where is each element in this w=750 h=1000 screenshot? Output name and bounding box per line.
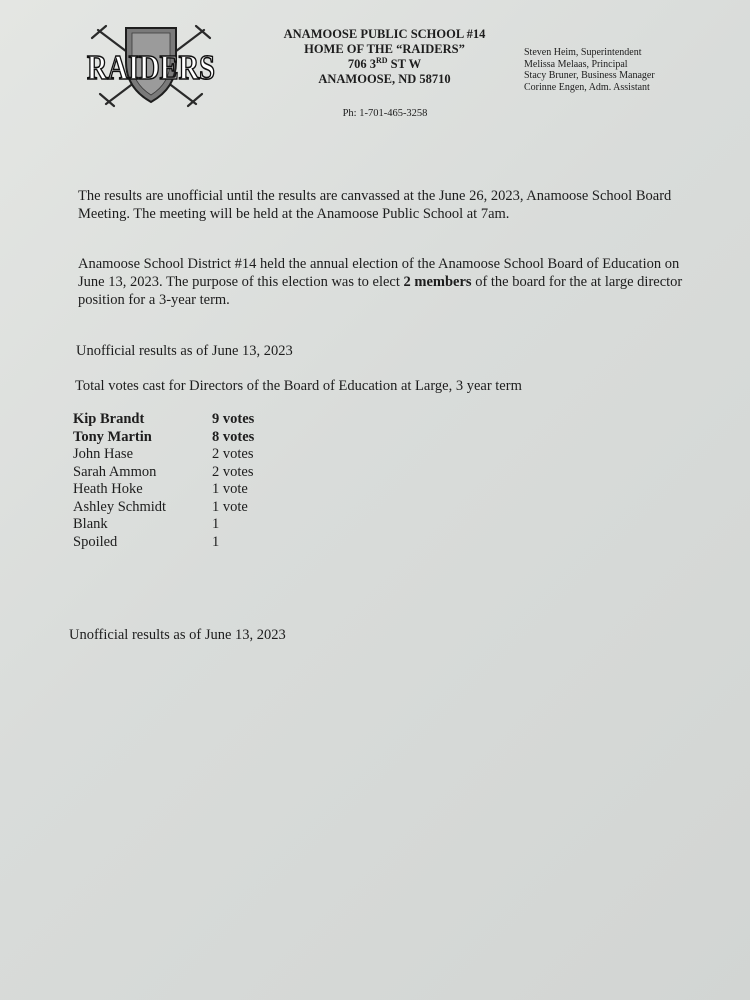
result-row: [73, 534, 254, 552]
street-address: 706 3RD ST W: [347, 56, 422, 71]
staff-member: Steven Heim, Superintendent: [524, 47, 642, 58]
raiders-logo: [84, 22, 218, 110]
staff-list: [524, 47, 655, 93]
staff-member: Stacy Bruner, Business Manager: [524, 70, 655, 81]
candidate-votes: 8 votes: [212, 428, 255, 445]
result-row: [73, 411, 254, 429]
candidate-name: Tony Martin: [73, 428, 152, 445]
candidate-name: Blank: [73, 516, 108, 532]
result-row: [73, 499, 254, 517]
candidate-votes: 9 votes: [212, 411, 255, 427]
school-nickname: HOME OF THE “RAIDERS”: [304, 42, 465, 56]
candidate-votes: 1: [212, 516, 220, 532]
election-description-paragraph: Anamoose School District #14 held the annual election of the Anamoose School Board of Education on June 13, 2023. The purpose of this election was to elect 2 members of the board for the at large director position for a 3-year term.: [78, 256, 683, 308]
candidate-name: Spoiled: [73, 533, 118, 550]
result-row: [73, 429, 254, 447]
logo-text: RAIDERS: [87, 48, 215, 87]
candidate-name: Ashley Schmidt: [73, 498, 167, 515]
total-votes-heading: Total votes cast for Directors of the Board of Education at Large, 3 year term: [75, 378, 522, 394]
candidate-votes: 2 votes: [212, 446, 254, 462]
school-name: ANAMOOSE PUBLIC SCHOOL #14: [283, 27, 486, 41]
result-row: [73, 481, 254, 499]
candidate-name: John Hase: [73, 446, 134, 462]
school-letterhead: [262, 27, 507, 87]
canvass-notice-paragraph: The results are unofficial until the results are canvassed at the June 26, 2023, Anamoose School Board Meeting. The meeting will be held at the Anamoose Public School at 7am.: [78, 188, 672, 222]
result-row: [73, 446, 254, 464]
staff-member: Melissa Melaas, Principal: [524, 58, 628, 70]
candidate-votes: 1 vote: [212, 498, 248, 515]
candidate-name: Heath Hoke: [73, 481, 143, 497]
results-list: [73, 411, 254, 551]
candidate-votes: 1 vote: [212, 481, 248, 497]
city-state-zip: ANAMOOSE, ND 58710: [318, 72, 451, 86]
unofficial-results-footer: Unofficial results as of June 13, 2023: [69, 627, 286, 643]
candidate-votes: 1: [212, 533, 220, 550]
candidate-name: Kip Brandt: [73, 411, 145, 427]
result-row: [73, 464, 254, 482]
result-row: [73, 516, 254, 534]
phone-number: Ph: 1-701-465-3258: [342, 108, 428, 119]
candidate-votes: 2 votes: [212, 463, 254, 480]
unofficial-results-heading: Unofficial results as of June 13, 2023: [76, 343, 293, 359]
candidate-name: Sarah Ammon: [73, 463, 157, 480]
staff-member: Corinne Engen, Adm. Assistant: [524, 81, 650, 93]
